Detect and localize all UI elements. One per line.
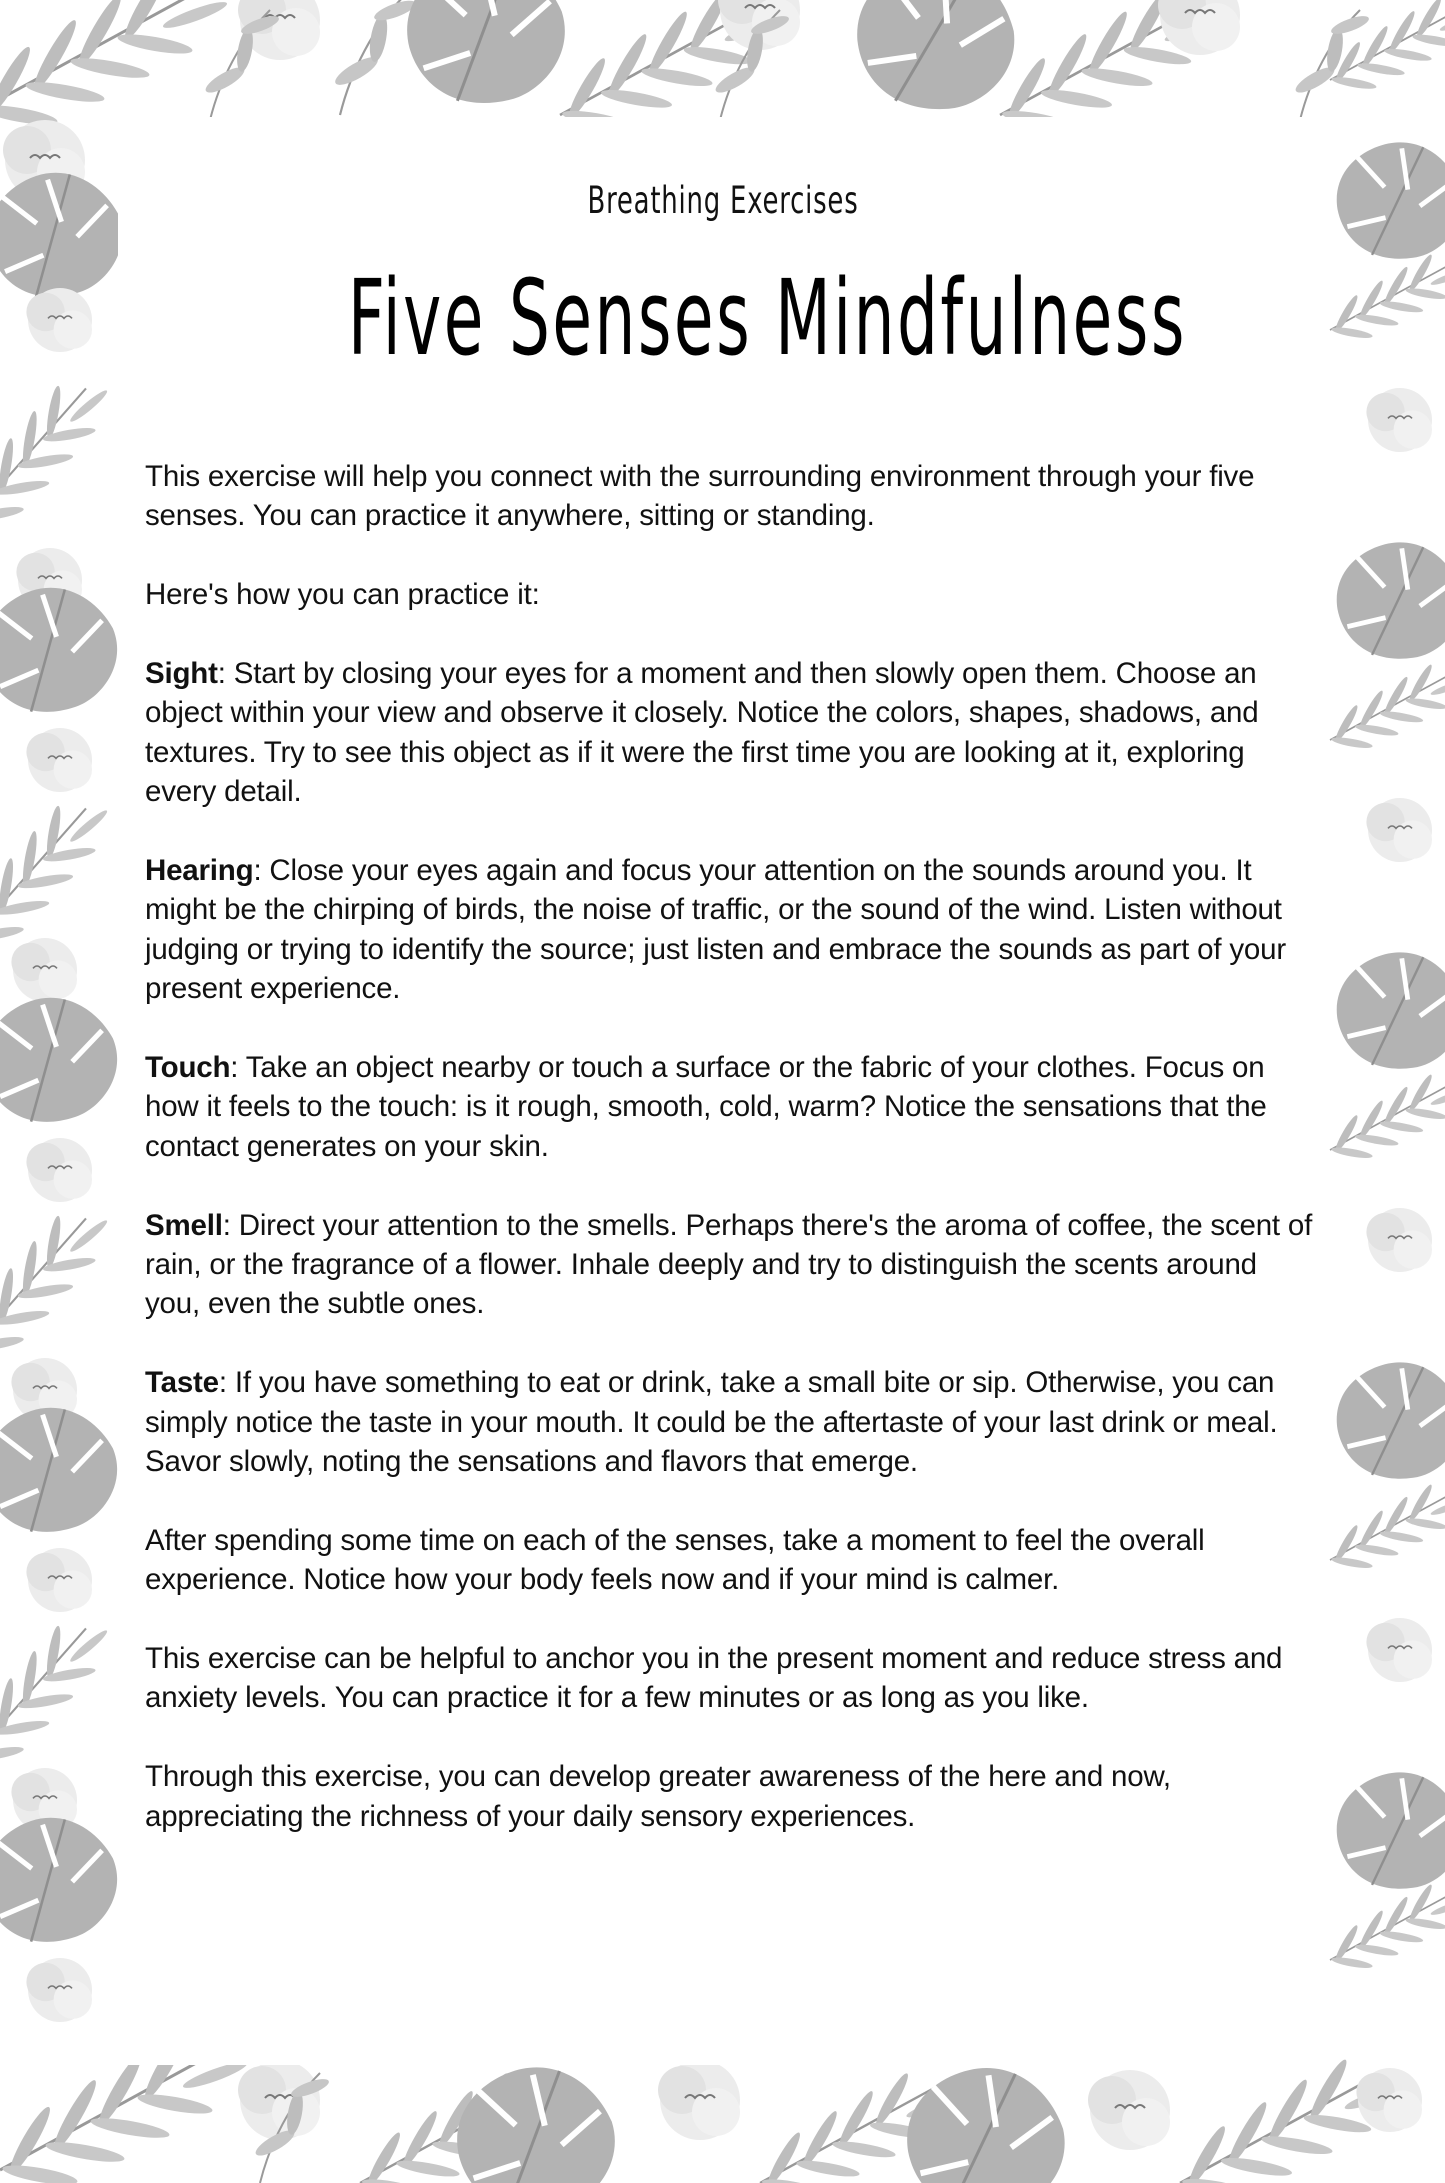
sense-smell	[145, 1206, 1315, 1324]
page-title: Five Senses Mindfulness	[347, 257, 1187, 379]
article-body	[145, 457, 1315, 1875]
sense-taste	[145, 1363, 1315, 1481]
sense-description: : If you have something to eat or drink, take a small bite or sip. Otherwise, you can simply notice the taste in your mouth. It could be the aftertaste of your last drink or meal. Savor slowly, noting the sensations and flavors that emerge.	[145, 1366, 1278, 1479]
intro-paragraph: This exercise will help you connect with the surrounding environment through your five senses. You can practice it anywhere, sitting or standing.	[145, 460, 1255, 533]
section-kicker: Breathing Exercises	[587, 179, 859, 222]
sense-description: : Direct your attention to the smells. Perhaps there's the aroma of coffee, the scent of rain, or the fragrance of a flower. Inhale deeply and try to distinguish the scents around you, even the subtle ones.	[145, 1208, 1313, 1321]
sense-description: : Take an object nearby or touch a surface or the fabric of your clothes. Focus on how it feels to the touch: is it rough, smooth, cold, warm? Notice the sensations that the contact generates on your skin.	[145, 1051, 1267, 1163]
sense-sight	[145, 654, 1315, 812]
sense-label: Hearing	[145, 854, 254, 888]
closing-paragraph: Through this exercise, you can develop greater awareness of the here and now, appreciating the richness of your daily sensory experiences.	[145, 1760, 1171, 1833]
sense-label: Sight	[145, 657, 218, 690]
sense-touch	[145, 1048, 1315, 1166]
closing-paragraph: After spending some time on each of the senses, take a moment to feel the overall experience. Notice how your body feels now and if your mind is calmer.	[145, 1523, 1205, 1597]
closing-paragraph: This exercise can be helpful to anchor you in the present moment and reduce stress and anxiety levels. You can practice it for a few minutes or as long as you like.	[145, 1642, 1283, 1715]
sense-hearing	[145, 851, 1315, 1009]
sense-description: : Close your eyes again and focus your attention on the sounds around you. It might be the chirping of birds, the noise of traffic, or the sound of the wind. Listen without judging or trying to identify the source; just listen and embrace the sounds as part of your present experience.	[145, 854, 1286, 1006]
sense-label: Smell	[145, 1208, 223, 1242]
lead-in-text: Here's how you can practice it:	[145, 578, 540, 612]
sense-label: Taste	[145, 1366, 219, 1400]
sense-description: : Start by closing your eyes for a moment and then slowly open them. Choose an object within your view and observe it closely. Notice the colors, shapes, shadows, and textures. Try to see this object as if it were the first time you are looking at it, exploring every detail.	[145, 657, 1259, 809]
content-card	[118, 117, 1328, 2065]
sense-label: Touch	[145, 1051, 231, 1085]
